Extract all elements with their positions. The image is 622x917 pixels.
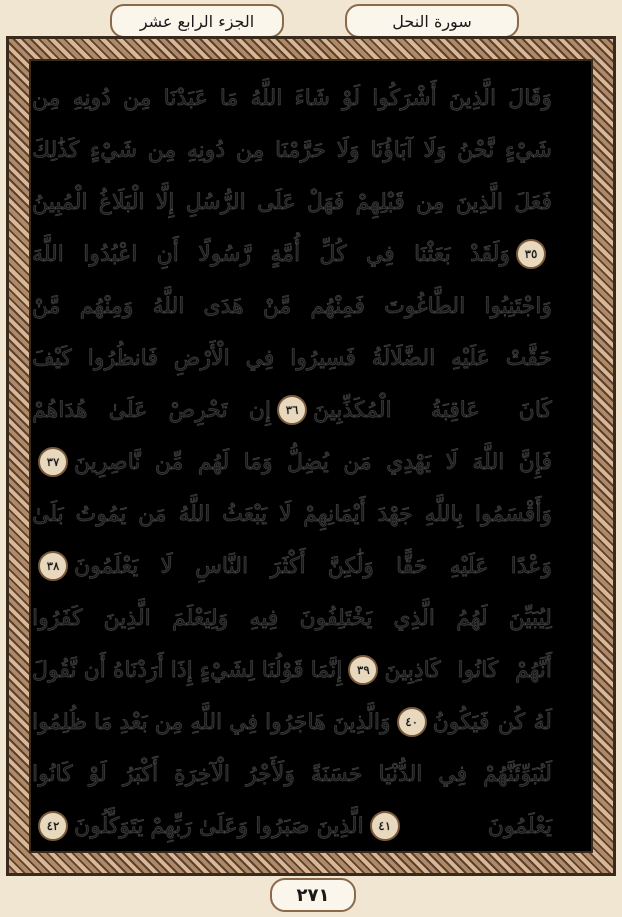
verse-text: وَلَقَدْ بَعَثْنَا فِي كُلِّ أُمَّةٍ رَّسُولًا أَنِ اعْبُدُوا اللَّهَ	[32, 241, 510, 267]
verse-line	[32, 644, 552, 696]
verse-text: وَالَّذِينَ هَاجَرُوا فِي اللَّهِ مِن بَعْدِ مَا ظُلِمُوا	[32, 709, 391, 735]
surah-title: سورة النحل	[392, 11, 472, 31]
page-number: ٢٧١	[296, 884, 330, 906]
page-number-badge	[270, 878, 356, 912]
verse-text: لَهُ كُن فَيَكُونُ	[432, 709, 552, 735]
verse-line	[32, 696, 552, 748]
juz-title: الجزء الرابع عشر	[139, 11, 255, 31]
verse-text: لِيُبَيِّنَ لَهُمُ الَّذِي يَخْتَلِفُونَ فِيهِ وَلِيَعْلَمَ الَّذِينَ كَفَرُوا	[32, 605, 552, 631]
surah-title-badge	[345, 4, 519, 38]
verse-number-marker: ٣٥	[516, 239, 546, 269]
verse-line	[32, 176, 552, 228]
verse-line	[32, 228, 552, 280]
verse-text: إِنَّمَا قَوْلُنَا لِشَيْءٍ إِذَا أَرَدْنَاهُ أَن نَّقُولَ	[32, 657, 343, 683]
verse-number-marker: ٣٨	[38, 551, 68, 581]
verse-text: إِن تَحْرِصْ عَلَىٰ هُدَاهُمْ	[32, 397, 271, 423]
verse-line	[32, 748, 552, 800]
verse-line	[32, 124, 552, 176]
verse-text: لَنُبَوِّئَنَّهُمْ فِي الدُّنْيَا حَسَنَةً وَلَأَجْرُ الْآخِرَةِ أَكْبَرُ لَوْ كَانُوا	[32, 761, 552, 787]
verse-text: حَقَّتْ عَلَيْهِ الضَّلَالَةُ فَسِيرُوا فِي الْأَرْضِ فَانظُرُوا كَيْفَ	[32, 345, 552, 371]
verse-text: وَأَقْسَمُوا بِاللَّهِ جَهْدَ أَيْمَانِهِمْ لَا يَبْعَثُ اللَّهُ مَن يَمُوتُ بَلَىٰ	[32, 501, 552, 527]
verse-line	[32, 72, 552, 124]
verse-text: الَّذِينَ صَبَرُوا وَعَلَىٰ رَبِّهِمْ يَتَوَكَّلُونَ	[74, 813, 364, 839]
verse-text: يَعْلَمُونَ	[487, 813, 552, 839]
verse-text: فَإِنَّ اللَّهَ لَا يَهْدِي مَن يُضِلُّ وَمَا لَهُم مِّن نَّاصِرِينَ	[74, 449, 552, 475]
verse-text: وَعْدًا عَلَيْهِ حَقًّا وَلَٰكِنَّ أَكْثَرَ النَّاسِ لَا يَعْلَمُونَ	[74, 553, 552, 579]
verse-line	[32, 592, 552, 644]
verse-text: شَيْءٍ نَّحْنُ وَلَا آبَاؤُنَا وَلَا حَرَّمْنَا مِن دُونِهِ مِن شَيْءٍ كَذَٰلِكَ	[32, 137, 552, 163]
verse-line	[32, 280, 552, 332]
verse-line	[32, 332, 552, 384]
verse-line	[32, 540, 552, 592]
verse-line	[32, 800, 552, 852]
verse-text: كَانَ عَاقِبَةُ الْمُكَذِّبِينَ	[313, 397, 552, 423]
verse-line	[32, 384, 552, 436]
verse-number-marker: ٤٠	[397, 707, 427, 737]
juz-title-badge	[110, 4, 284, 38]
verse-number-marker: ٣٩	[348, 655, 378, 685]
verse-line	[32, 488, 552, 540]
verse-line	[32, 436, 552, 488]
verse-text: فَعَلَ الَّذِينَ مِن قَبْلِهِمْ فَهَلْ عَلَى الرُّسُلِ إِلَّا الْبَلَاغُ الْمُبِينُ	[32, 189, 552, 215]
verse-text: أَنَّهُمْ كَانُوا كَاذِبِينَ	[384, 657, 552, 683]
verse-number-marker: ٤١	[370, 811, 400, 841]
verse-text: وَقَالَ الَّذِينَ أَشْرَكُوا لَوْ شَاءَ اللَّهُ مَا عَبَدْنَا مِن دُونِهِ مِن	[32, 85, 552, 111]
verse-number-marker: ٣٧	[38, 447, 68, 477]
verse-text: وَاجْتَنِبُوا الطَّاغُوتَ فَمِنْهُم مَّنْ هَدَى اللَّهُ وَمِنْهُم مَّنْ	[32, 293, 552, 319]
verse-number-marker: ٣٦	[277, 395, 307, 425]
verse-number-marker: ٤٢	[38, 811, 68, 841]
